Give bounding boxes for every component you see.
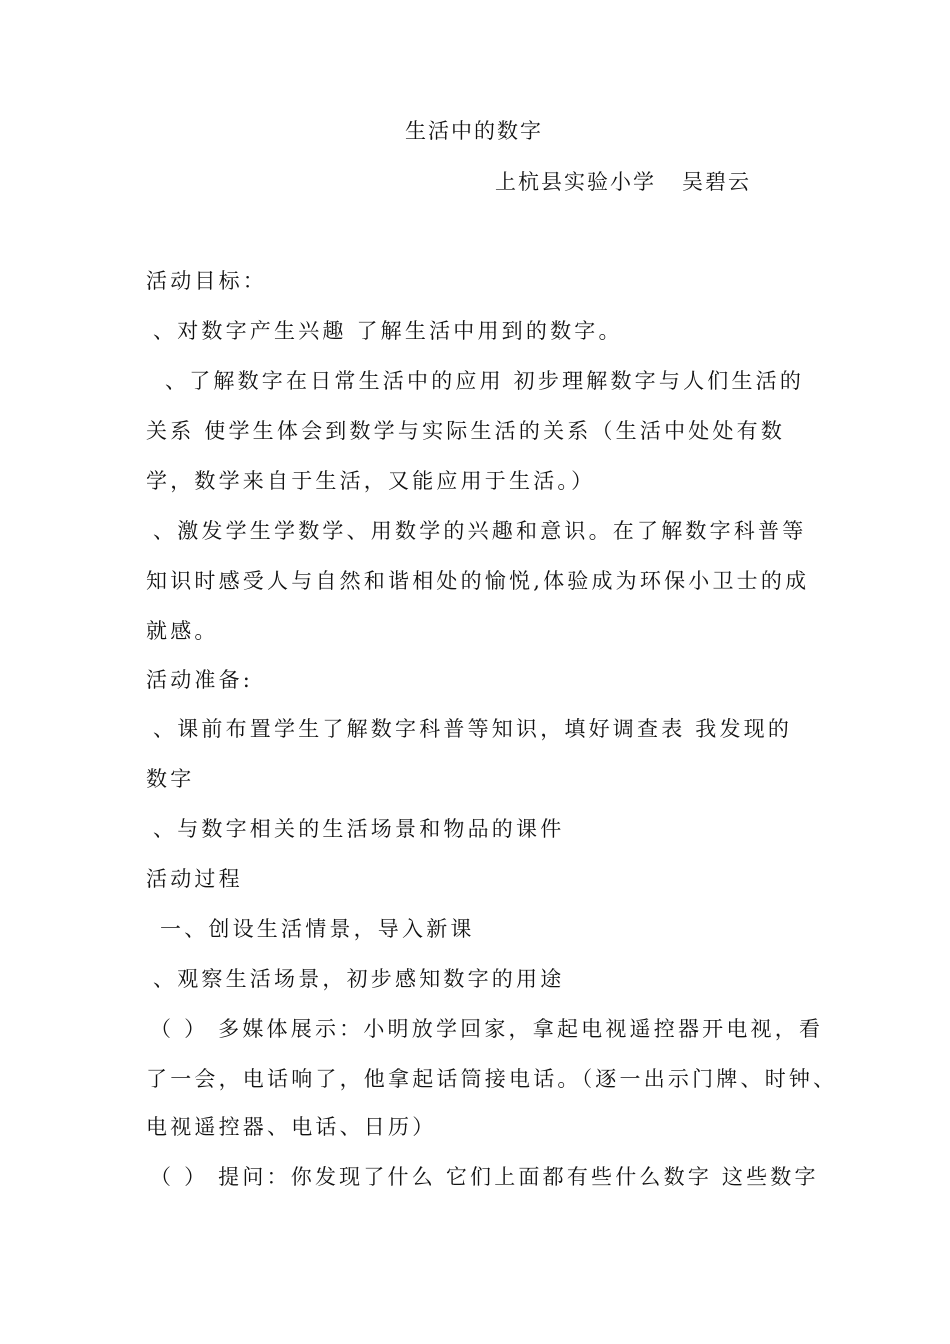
section-heading-process: 活动过程 <box>146 867 243 891</box>
body-line: 数字 <box>146 767 195 791</box>
body-line: 、激发学生学数学、用数学的兴趣和意识。在了解数字科普等 <box>153 519 807 543</box>
author-name: 吴碧云 <box>682 170 751 194</box>
body-line: 、观察生活场景，初步感知数字的用途 <box>153 967 565 991</box>
body-line: （ ） 提问：你发现了什么 它们上面都有些什么数字 这些数字 <box>150 1165 819 1189</box>
section-heading-goals: 活动目标： <box>146 269 267 293</box>
body-line: 、了解数字在日常生活中的应用 初步理解数字与人们生活的 <box>165 369 805 393</box>
document-title: 生活中的数字 <box>405 119 543 143</box>
body-line: 电视遥控器、电话、日历） <box>146 1115 437 1139</box>
body-line: 、与数字相关的生活场景和物品的课件 <box>153 817 565 841</box>
body-line: 、课前布置学生了解数字科普等知识，填好调查表 我发现的 <box>153 717 793 741</box>
section-heading-preparation: 活动准备: <box>146 668 254 692</box>
body-line: 了一会，电话响了，他拿起话筒接电话。（逐一出示门牌、时钟、 <box>146 1067 838 1091</box>
author-school: 上杭县实验小学 <box>495 170 656 194</box>
body-line: 、对数字产生兴趣 了解生活中用到的数字。 <box>153 319 623 343</box>
body-line: 一、创设生活情景，导入新课 <box>160 917 475 941</box>
body-line: 知识时感受人与自然和谐相处的愉悦,体验成为环保小卫士的成 <box>146 569 810 593</box>
body-line: 关系 使学生体会到数学与实际生活的关系（生活中处处有数 <box>146 419 786 443</box>
body-line: （ ） 多媒体展示：小明放学回家，拿起电视遥控器开电视，看 <box>150 1017 824 1041</box>
document-author <box>495 167 751 197</box>
body-line: 就感。 <box>146 619 219 643</box>
body-line: 学，数学来自于生活，又能应用于生活。） <box>146 469 596 493</box>
